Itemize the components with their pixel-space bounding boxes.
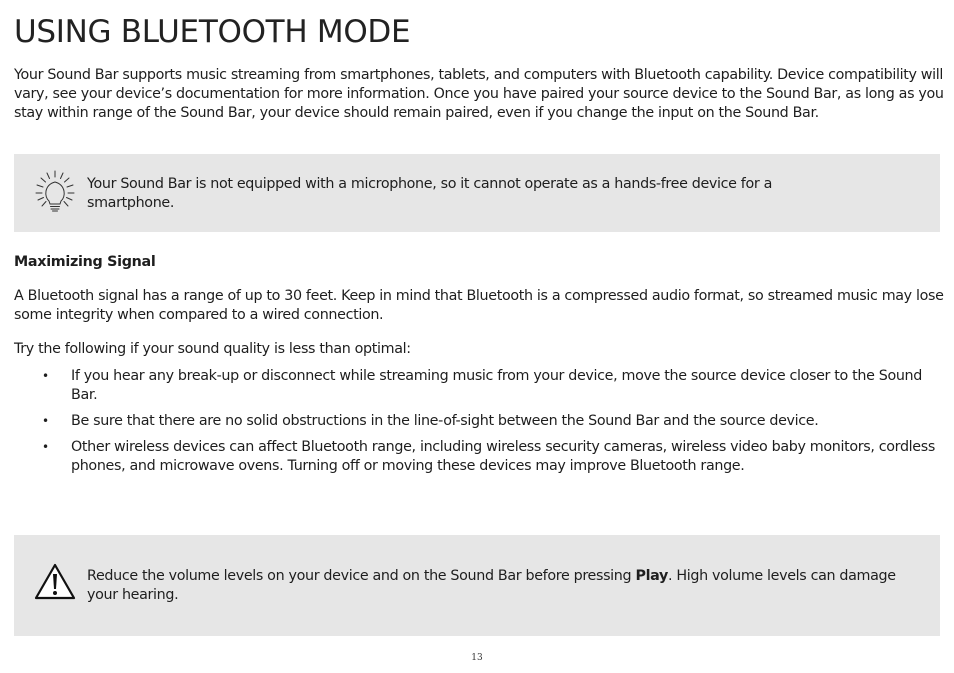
- play-keyword: Play: [635, 568, 668, 584]
- tips-list: [14, 367, 940, 483]
- warning-text: [87, 567, 907, 605]
- bullet-marker: •: [42, 369, 49, 383]
- warning-triangle-icon: [33, 562, 77, 602]
- list-item-text: Other wireless devices can affect Bluetooth range, including wireless security cameras, wireless video baby monitors, cordless phones, and microwave ovens. Turning off or moving these devices may improve Bluetooth range.: [71, 439, 935, 474]
- lightbulb-icon: [32, 168, 78, 214]
- warning-text-end: . High volume levels can damage your hearing.: [87, 568, 896, 603]
- list-item: [14, 367, 940, 405]
- signal-paragraph: A Bluetooth signal has a range of up to 30 feet. Keep in mind that Bluetooth is a compressed audio format, so streamed music may lose some integrity when compared to a wired connection.: [14, 288, 944, 323]
- page-title: USING BLUETOOTH MODE: [14, 14, 411, 50]
- bullet-marker: •: [42, 440, 49, 454]
- note-box: [14, 154, 940, 232]
- list-item: [14, 412, 940, 431]
- bullet-marker: •: [42, 414, 49, 428]
- list-item: [14, 438, 940, 476]
- section-heading: Maximizing Signal: [14, 254, 156, 270]
- warning-text-start: Reduce the volume levels on your device and on the Sound Bar before pressing: [87, 568, 636, 584]
- list-item-text: Be sure that there are no solid obstructions in the line-of-sight between the Sound Bar and the source device.: [71, 413, 819, 429]
- note-text: Your Sound Bar is not equipped with a microphone, so it cannot operate as a hands-free device for a smartphone.: [87, 176, 772, 211]
- tips-lead-paragraph: Try the following if your sound quality is less than optimal:: [14, 341, 411, 357]
- list-item-text: If you hear any break-up or disconnect while streaming music from your device, move the source device closer to the Sound Bar.: [71, 368, 922, 403]
- warning-box: [14, 535, 940, 636]
- intro-paragraph: Your Sound Bar supports music streaming from smartphones, tablets, and computers with Bluetooth capability. Device compatibility will vary, see your device’s documentation for more information. Once you have paired your source device to the Sound Bar, as long as you stay within range of the Sound Bar, your device should remain paired, even if you change the input on the Sound Bar.: [14, 67, 944, 121]
- page-number: 13: [471, 653, 483, 663]
